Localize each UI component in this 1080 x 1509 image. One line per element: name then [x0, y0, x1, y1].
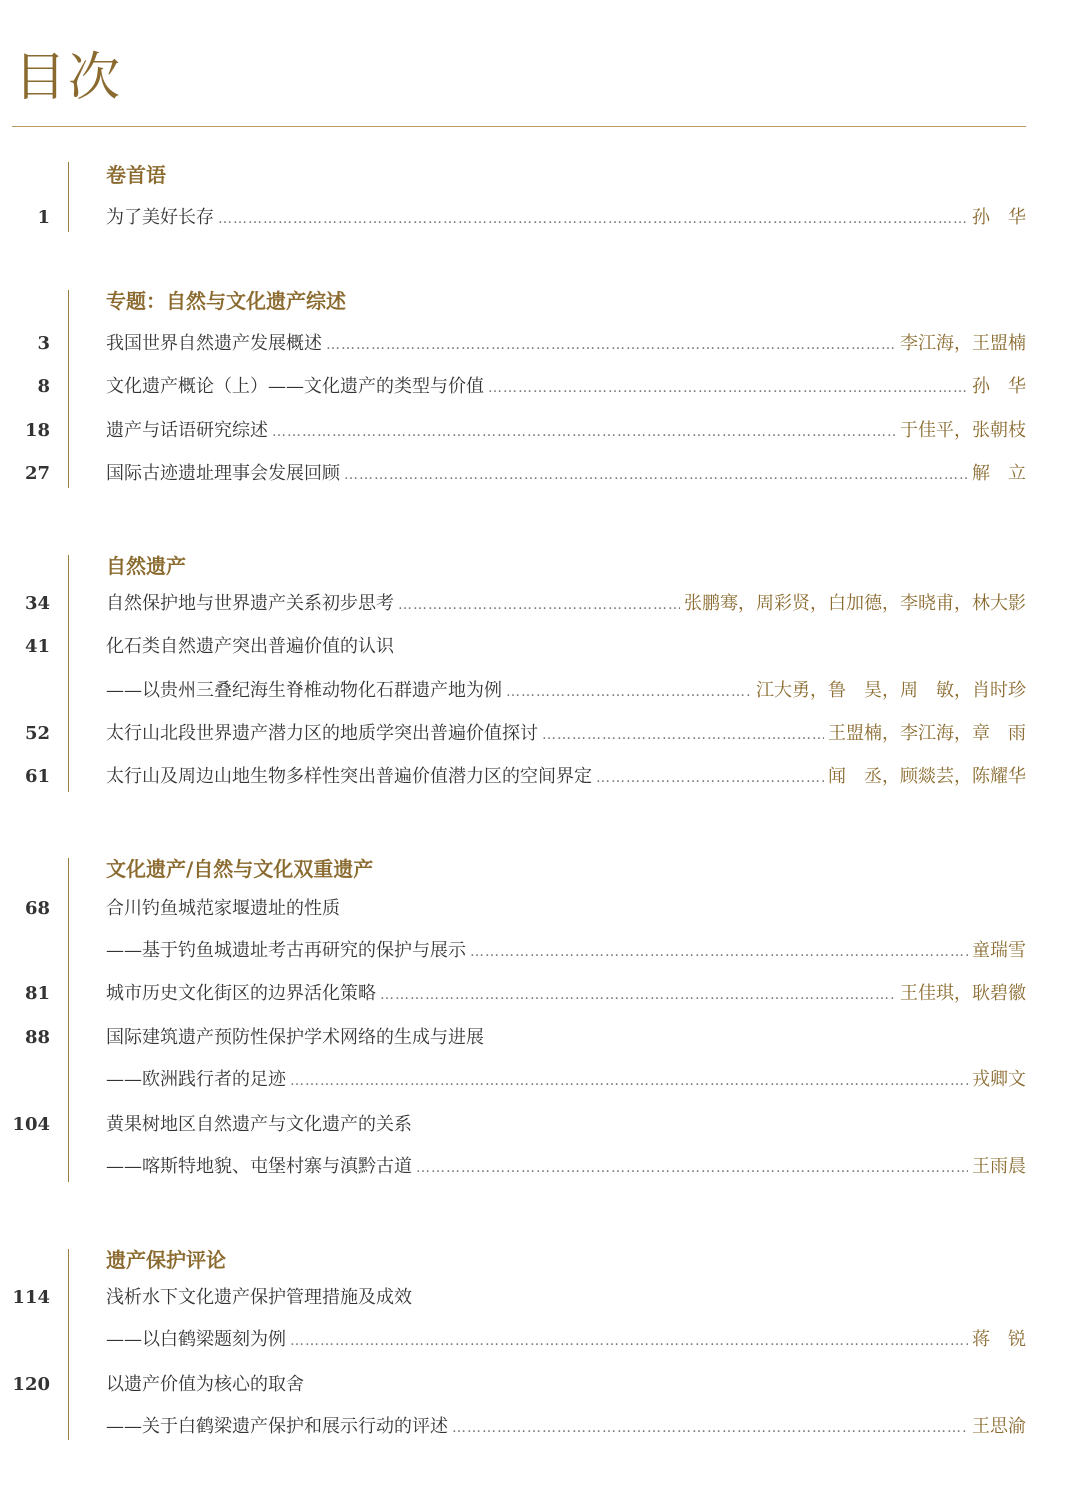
section-title: 遗产保护评论 [106, 1248, 226, 1272]
toc-entry[interactable] [0, 1110, 1080, 1140]
toc-entry[interactable] [0, 1283, 1080, 1313]
entry-author: 戎卿文 [972, 1069, 1026, 1090]
toc-entry[interactable] [0, 894, 1080, 924]
entry-title: ——喀斯特地貌、屯堡村寨与滇黔古道 [106, 1156, 412, 1177]
dot-leader [380, 980, 896, 1010]
page-number: 114 [12, 1287, 50, 1308]
page-number: 3 [37, 333, 50, 354]
toc-entry[interactable] [0, 459, 1080, 489]
dot-leader [398, 590, 680, 620]
toc-entry[interactable] [0, 762, 1080, 792]
page-number: 8 [37, 376, 50, 397]
page-number: 81 [24, 983, 50, 1004]
entry-author: 王雨晨 [972, 1156, 1026, 1177]
entry-title: 国际建筑遗产预防性保护学术网络的生成与进展 [106, 1027, 484, 1048]
dot-leader [272, 417, 896, 447]
entry-title: ——关于白鹤梁遗产保护和展示行动的评述 [106, 1416, 448, 1437]
entry-title: 浅析水下文化遗产保护管理措施及成效 [106, 1287, 412, 1308]
page-number: 41 [24, 636, 50, 657]
page-number: 88 [24, 1027, 50, 1048]
dot-leader [290, 1326, 968, 1356]
section-title: 卷首语 [106, 163, 166, 187]
entry-author: 李江海，王盟楠 [900, 333, 1026, 354]
entry-author: 张鹏骞，周彩贤，白加德，李晓甫，林大影 [684, 593, 1026, 614]
entry-title: 文化遗产概论（上）——文化遗产的类型与价值 [106, 376, 484, 397]
toc-entry[interactable] [0, 1412, 1080, 1442]
toc-entry[interactable] [0, 676, 1080, 706]
section-title: 专题：自然与文化遗产综述 [106, 289, 346, 313]
toc-entry[interactable] [0, 329, 1080, 359]
entry-title: 太行山及周边山地生物多样性突出普遍价值潜力区的空间界定 [106, 766, 592, 787]
toc-entry[interactable] [0, 372, 1080, 402]
entry-title: 黄果树地区自然遗产与文化遗产的关系 [106, 1114, 412, 1135]
entry-title: 自然保护地与世界遗产关系初步思考 [106, 593, 394, 614]
entry-title: 为了美好长存 [106, 207, 214, 228]
dot-leader [506, 677, 752, 707]
entry-title: 以遗产价值为核心的取舍 [106, 1374, 304, 1395]
entry-title: 城市历史文化街区的边界活化策略 [106, 983, 376, 1004]
entry-title: 化石类自然遗产突出普遍价值的认识 [106, 636, 394, 657]
toc-entry[interactable] [0, 1152, 1080, 1182]
toc-entry[interactable] [0, 203, 1080, 233]
toc-entry[interactable] [0, 589, 1080, 619]
entry-title: 我国世界自然遗产发展概述 [106, 333, 322, 354]
title-divider [12, 126, 1026, 127]
toc-entry[interactable] [0, 719, 1080, 749]
dot-leader [416, 1153, 968, 1183]
entry-title: 合川钓鱼城范家堰遗址的性质 [106, 898, 340, 919]
section-title: 文化遗产/自然与文化双重遗产 [106, 857, 374, 881]
page-number: 1 [37, 207, 50, 228]
entry-title: 太行山北段世界遗产潜力区的地质学突出普遍价值探讨 [106, 723, 538, 744]
entry-author: 王盟楠，李江海，章 雨 [828, 723, 1026, 744]
entry-author: 解 立 [972, 463, 1026, 484]
entry-author: 童瑞雪 [972, 940, 1026, 961]
entry-title: 遗产与话语研究综述 [106, 420, 268, 441]
dot-leader [290, 1066, 968, 1096]
entry-title: ——以白鹤梁题刻为例 [106, 1329, 286, 1350]
entry-author: 孙 华 [972, 376, 1026, 397]
dot-leader [596, 763, 824, 793]
entry-author: 孙 华 [972, 207, 1026, 228]
entry-title: ——以贵州三叠纪海生脊椎动物化石群遗产地为例 [106, 680, 502, 701]
dot-leader [470, 937, 968, 967]
page-number: 52 [24, 723, 50, 744]
dot-leader [488, 373, 968, 403]
entry-author: 王佳琪，耿碧徽 [900, 983, 1026, 1004]
dot-leader [542, 720, 824, 750]
dot-leader [344, 460, 968, 490]
toc-entry[interactable] [0, 1325, 1080, 1355]
toc-entry[interactable] [0, 1065, 1080, 1095]
page-number: 61 [24, 766, 50, 787]
entry-title: 国际古迹遗址理事会发展回顾 [106, 463, 340, 484]
section-title: 自然遗产 [106, 554, 186, 578]
page-number: 104 [12, 1114, 50, 1135]
entry-author: 蒋 锐 [972, 1329, 1026, 1350]
entry-author: 于佳平，张朝枝 [900, 420, 1026, 441]
dot-leader [326, 330, 896, 360]
page-number: 34 [24, 593, 50, 614]
entry-title: ——基于钓鱼城遗址考古再研究的保护与展示 [106, 940, 466, 961]
page-number: 18 [24, 420, 50, 441]
entry-author: 王思渝 [972, 1416, 1026, 1437]
entry-author: 江大勇，鲁 昊，周 敏，肖时珍 [756, 680, 1026, 701]
toc-entry[interactable] [0, 1023, 1080, 1053]
page-number: 27 [24, 463, 50, 484]
entry-author: 闻 丞，顾燚芸，陈耀华 [828, 766, 1026, 787]
toc-entry[interactable] [0, 416, 1080, 446]
toc-entry[interactable] [0, 632, 1080, 662]
page-title: 目次 [14, 48, 123, 108]
toc-entry[interactable] [0, 936, 1080, 966]
page-number: 120 [12, 1374, 50, 1395]
entry-title: ——欧洲践行者的足迹 [106, 1069, 286, 1090]
dot-leader [452, 1413, 968, 1443]
toc-entry[interactable] [0, 1370, 1080, 1400]
dot-leader [218, 204, 968, 234]
page-number: 68 [24, 898, 50, 919]
toc-entry[interactable] [0, 979, 1080, 1009]
